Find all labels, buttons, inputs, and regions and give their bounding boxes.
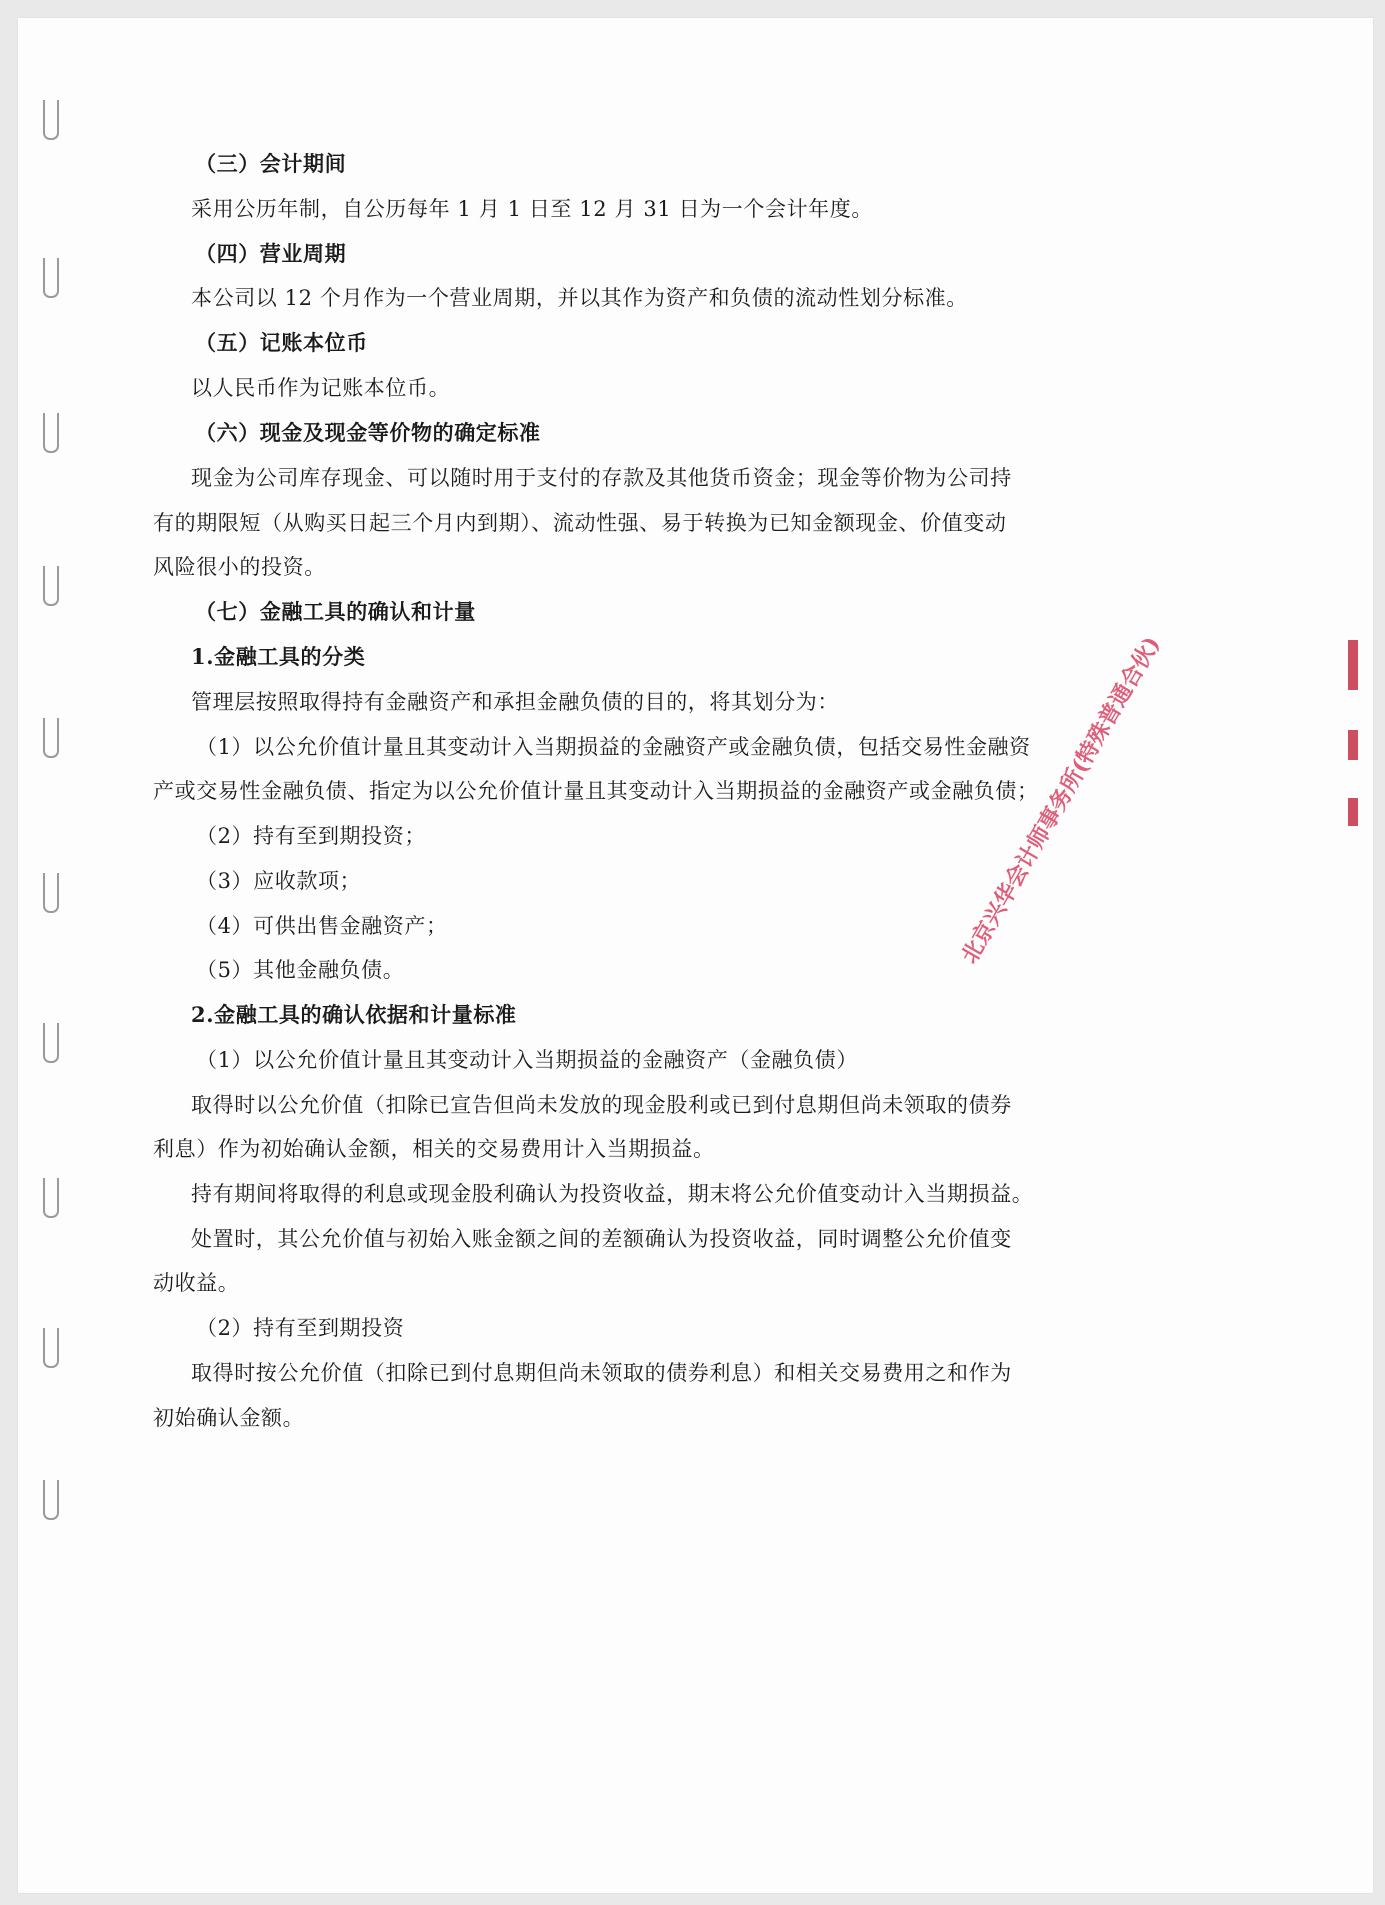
paragraph-line: 利息）作为初始确认金额，相关的交易费用计入当期损益。 xyxy=(153,1137,715,1161)
paragraph-line: 现金为公司库存现金、可以随时用于支付的存款及其他货币资金；现金等价物为公司持 xyxy=(191,466,1012,490)
paragraph-line: 采用公历年制，自公历每年 1 月 1 日至 12 月 31 日为一个会计年度。 xyxy=(191,197,873,221)
paragraph-line: 产或交易性金融负债、指定为以公允价值计量且其变动计入当期损益的金融资产或金融负债； xyxy=(153,779,1039,803)
subheading-classification: 1.金融工具的分类 xyxy=(191,644,366,669)
paragraph-line: 本公司以 12 个月作为一个营业周期，并以其作为资产和负债的流动性划分标准。 xyxy=(191,286,968,310)
paragraph-line: （1）以公允价值计量且其变动计入当期损益的金融资产或金融负债，包括交易性金融资 xyxy=(196,735,1031,759)
list-item: （4）可供出售金融资产； xyxy=(196,914,448,938)
paragraph-line: 管理层按照取得持有金融资产和承担金融负债的目的，将其划分为： xyxy=(191,690,839,714)
red-edge-mark xyxy=(1348,640,1358,690)
paragraph-line: （2）持有至到期投资 xyxy=(196,1316,405,1340)
paragraph-line: （1）以公允价值计量且其变动计入当期损益的金融资产（金融负债） xyxy=(196,1048,858,1072)
binding-hole-mark xyxy=(43,100,59,140)
section-heading-operating-cycle: （四）营业周期 xyxy=(195,241,347,266)
paragraph-line: 以人民币作为记账本位币。 xyxy=(191,376,451,400)
list-item: （5）其他金融负债。 xyxy=(196,958,405,982)
binding-hole-mark xyxy=(43,1178,59,1218)
subheading-recognition-measurement: 2.金融工具的确认依据和计量标准 xyxy=(191,1002,517,1027)
section-heading-financial-instruments: （七）金融工具的确认和计量 xyxy=(195,599,476,624)
binding-hole-mark xyxy=(43,873,59,913)
paragraph-line: 处置时，其公允价值与初始入账金额之间的差额确认为投资收益，同时调整公允价值变 xyxy=(191,1227,1012,1251)
binding-hole-mark xyxy=(43,718,59,758)
binding-hole-mark xyxy=(43,1023,59,1063)
paragraph-line: 风险很小的投资。 xyxy=(153,555,326,579)
red-edge-mark xyxy=(1348,798,1358,826)
red-edge-mark xyxy=(1348,730,1358,760)
company-seal-stamp: 北京兴华会计师事务所(特殊普通合伙) xyxy=(956,632,1166,968)
section-heading-cash-equivalents: （六）现金及现金等价物的确定标准 xyxy=(195,420,541,445)
list-item: （3）应收款项； xyxy=(196,869,362,893)
paragraph-line: 取得时按公允价值（扣除已到付息期但尚未领取的债券利息）和相关交易费用之和作为 xyxy=(191,1361,1012,1385)
binding-hole-mark xyxy=(43,1480,59,1520)
section-heading-accounting-period: （三）会计期间 xyxy=(195,151,347,176)
document-page xyxy=(18,18,1373,1893)
binding-hole-mark xyxy=(43,413,59,453)
binding-hole-mark xyxy=(43,258,59,298)
list-item: （2）持有至到期投资； xyxy=(196,824,426,848)
paragraph-line: 动收益。 xyxy=(153,1271,240,1295)
binding-hole-mark xyxy=(43,566,59,606)
section-heading-functional-currency: （五）记账本位币 xyxy=(195,330,368,355)
binding-hole-mark xyxy=(43,1328,59,1368)
paragraph-line: 持有期间将取得的利息或现金股利确认为投资收益，期末将公允价值变动计入当期损益。 xyxy=(191,1182,1034,1206)
paragraph-line: 初始确认金额。 xyxy=(153,1406,305,1430)
paragraph-line: 取得时以公允价值（扣除已宣告但尚未发放的现金股利或已到付息期但尚未领取的债券 xyxy=(191,1093,1012,1117)
paragraph-line: 有的期限短（从购买日起三个月内到期）、流动性强、易于转换为已知金额现金、价值变动 xyxy=(153,511,1007,535)
